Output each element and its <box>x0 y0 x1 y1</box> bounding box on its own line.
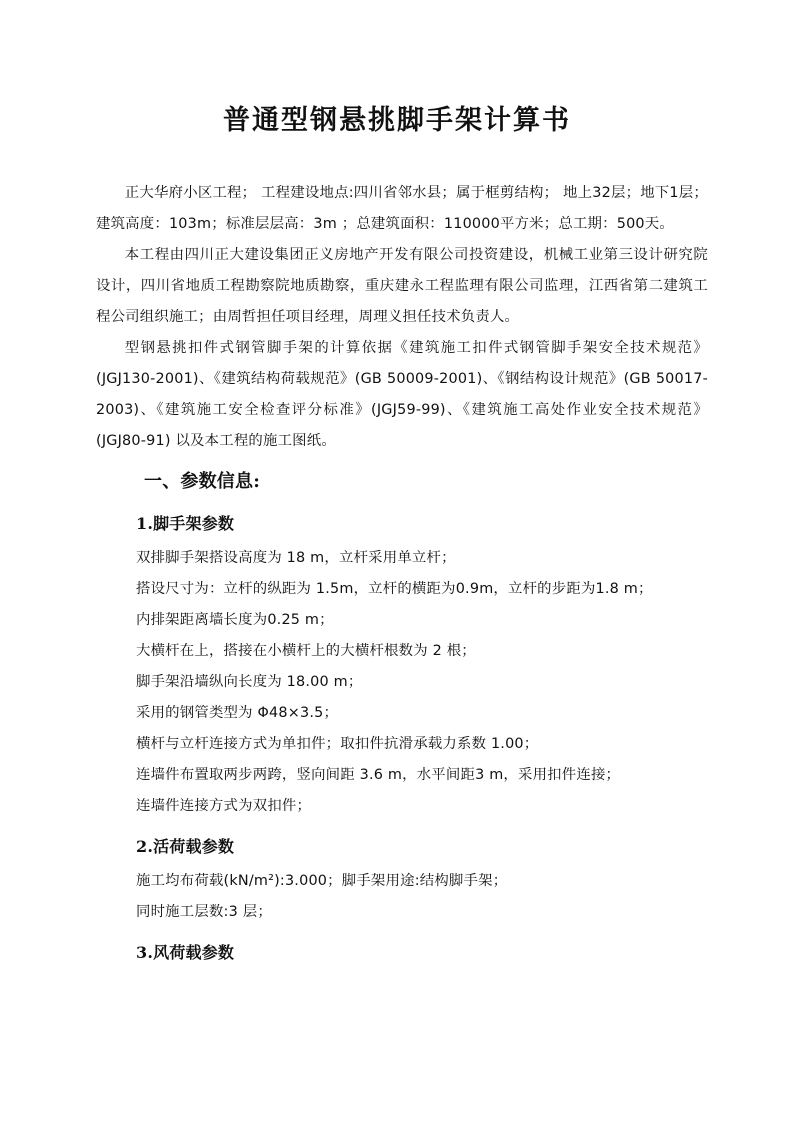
list-item: 双排脚手架搭设高度为 18 m，立杆采用单立杆； <box>136 550 456 566</box>
list-item: 施工均布荷载(kN/m²):3.000；脚手架用途:结构脚手架； <box>136 873 508 889</box>
subheading-scaffold-params: 1.脚手架参数 <box>136 514 235 533</box>
intro-paragraph-project: 正大华府小区工程； 工程建设地点:四川省邻水县；属于框剪结构； 地上32层；地下1层；建筑高度：103m；标准层层高：3m ；总建筑面积：110000平方米；总工期：500天。 <box>96 185 708 232</box>
subheading-wind-load-params: 3.风荷载参数 <box>136 943 235 962</box>
live-load-params-list <box>96 866 708 928</box>
section-heading-parameters: 一、参数信息: <box>144 471 261 492</box>
subheading-live-load-params: 2.活荷载参数 <box>136 837 235 856</box>
list-item: 采用的钢管类型为 Φ48×3.5； <box>136 705 339 721</box>
document-title: 普通型钢悬挑脚手架计算书 <box>223 105 571 136</box>
list-item: 连墙件布置取两步两跨，竖向间距 3.6 m，水平间距3 m，采用扣件连接； <box>136 767 621 783</box>
list-item: 横杆与立杆连接方式为单扣件；取扣件抗滑承载力系数 1.00； <box>136 736 539 752</box>
list-item: 大横杆在上，搭接在小横杆上的大横杆根数为 2 根； <box>136 643 476 659</box>
intro-paragraph-parties: 本工程由四川正大建设集团正义房地产开发有限公司投资建设，机械工业第三设计研究院设计，四川省地质工程勘察院地质勘察，重庆建永工程监理有限公司监理，江西省第二建筑工程公司组织施工；由周哲担任项目经理，周理义担任技术负责人。 <box>96 247 708 325</box>
list-item: 脚手架沿墙纵向长度为 18.00 m； <box>136 674 363 690</box>
document-body <box>96 178 708 972</box>
list-item: 同时施工层数:3 层； <box>136 904 272 920</box>
list-item: 连墙件连接方式为双扣件； <box>136 798 312 814</box>
list-item: 内排架距离墙长度为0.25 m； <box>136 612 334 628</box>
list-item: 搭设尺寸为：立杆的纵距为 1.5m，立杆的横距为0.9m，立杆的步距为1.8 m； <box>136 581 653 597</box>
intro-paragraph-basis: 型钢悬挑扣件式钢管脚手架的计算依据《建筑施工扣件式钢管脚手架安全技术规范》(JGJ130-2001)、《建筑结构荷载规范》(GB 50009-2001)、《钢结构设计规范》(GB 50017-2003)、《建筑施工安全检查评分标准》(JGJ59-99)、《建筑施工高处作业安全技术规范》(JGJ80-91) 以及本工程的施工图纸。 <box>96 340 708 449</box>
scaffold-params-list <box>96 543 708 822</box>
